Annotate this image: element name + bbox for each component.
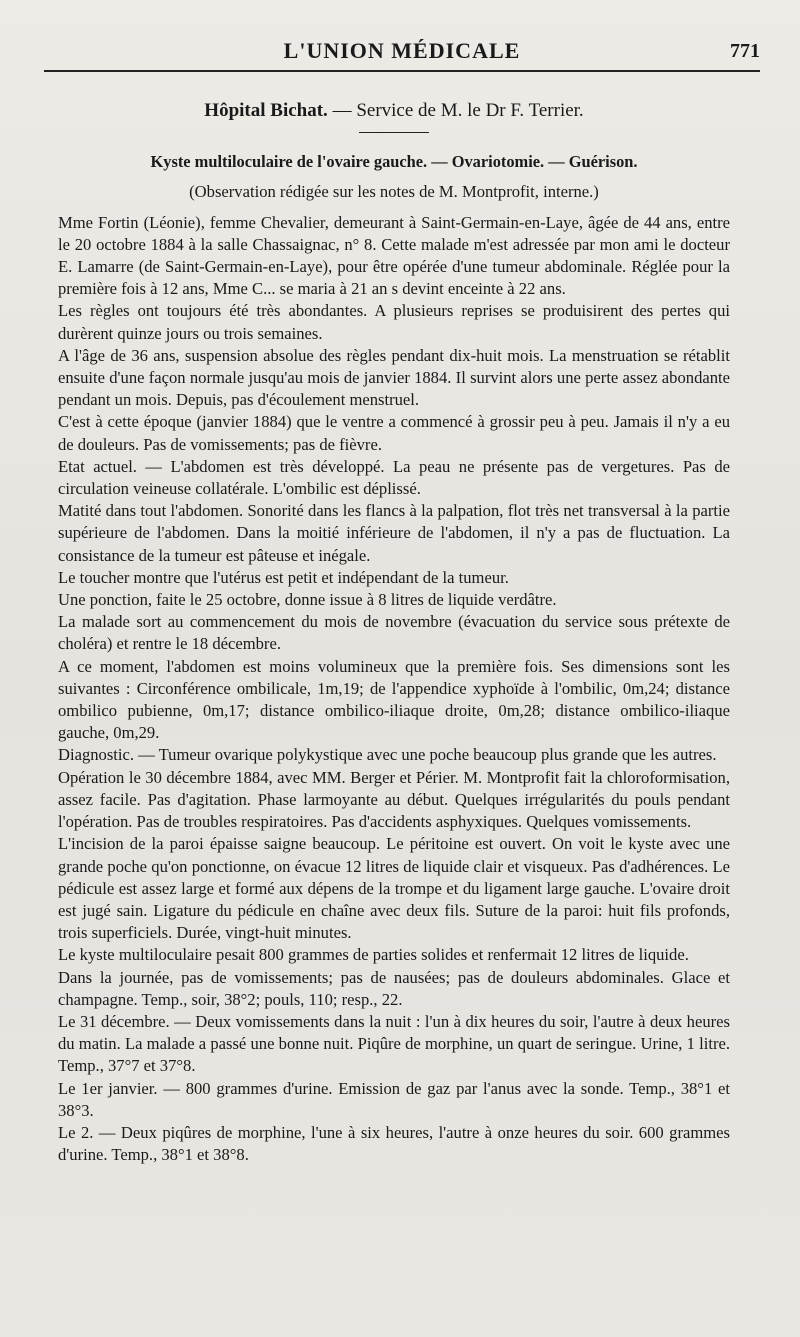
paragraph-15: Dans la journée, pas de vomissements; pas de nausées; pas de douleurs abdominales. Glace et champagne. Temp., soir, 38°2; pouls, 110; resp., 22. (58, 967, 730, 1009)
section-rule (359, 132, 429, 133)
service-name: — Service de M. le Dr F. Terrier. (332, 100, 584, 121)
paragraph-13: L'incision de la paroi épaisse saigne beaucoup. Le péritoine est ouvert. On voit le kyste avec une grande poche qu'on ponctionne, on évacue 12 litres de liquide clair et visqueux. Pas d'adhérences. Le pédicule est assez large et formé aux dépens de la trompe et du ligament large gauche. L'ovaire droit est jugé sain. Ligature du pédicule en chaîne avec deux fils. Suture de la paroi: huit fils profonds, trois superficiels. Durée, vingt-huit minutes. (58, 834, 730, 943)
hospital-heading (58, 100, 730, 122)
paragraph-10: A ce moment, l'abdomen est moins volumineux que la première fois. Ses dimensions sont les suivantes : Circonférence ombilicale, 1m,19; de l'appendice xyphoïde à l'ombilic, 0m,24; distance ombilico pubienne, 0m,17; distance ombilico-iliaque droite, 0m,28; distance ombilico-iliaque gauche, 0m,29. (58, 656, 730, 743)
paragraph-12: Opération le 30 décembre 1884, avec MM. Berger et Périer. M. Montprofit fait la chloroformisation, assez facile. Pas d'agitation. Phase larmoyante au début. Quelques irrégularités du pouls pendant l'opération. Pas de troubles respiratoires. Pas d'accidents asphyxiques. Quelques vomissements. (58, 767, 730, 832)
header-rule (44, 70, 760, 72)
paragraph-17: Le 1er janvier. — 800 grammes d'urine. Emission de gaz par l'anus avec la sonde. Temp., 38°1 et 38°3. (58, 1078, 730, 1120)
paragraph-16: Le 31 décembre. — Deux vomissements dans la nuit : l'un à dix heures du soir, l'autre à deux heures du matin. La malade a passé une bonne nuit. Piqûre de morphine, un quart de seringue. Urine, 1 litre. Temp., 37°7 et 37°8. (58, 1011, 730, 1076)
journal-title: L'UNION MÉDICALE (283, 38, 521, 63)
paragraph-2: Les règles ont toujours été très abondantes. A plusieurs reprises se produisirent des pertes qui durèrent quinze jours ou trois semaines. (58, 301, 730, 343)
observation-note: (Observation rédigée sur les notes de M. Montprofit, interne.) (189, 182, 599, 202)
paragraph-9: La malade sort au commencement du mois de novembre (évacuation du service sous prétexte de choléra) et rentre le 18 décembre. (58, 612, 730, 654)
paragraph-3: A l'âge de 36 ans, suspension absolue des règles pendant dix-huit mois. La menstruation se rétablit ensuite d'une façon normale jusqu'au mois de janvier 1884. Il survint alors une perte assez abondante pendant un mois. Depuis, pas d'écoulement menstruel. (58, 345, 730, 410)
paragraph-8: Une ponction, faite le 25 octobre, donne issue à 8 litres de liquide verdâtre. (58, 590, 557, 610)
case-title: Kyste multiloculaire de l'ovaire gauche. — Ovariotomie. — Guérison. (150, 152, 638, 172)
paragraph-14: Le kyste multiloculaire pesait 800 grammes de parties solides et renfermait 12 litres de liquide. (58, 945, 689, 965)
paragraph-1: Mme Fortin (Léonie), femme Chevalier, demeurant à Saint-Germain-en-Laye, âgée de 44 ans, entre le 20 octobre 1884 à la salle Chassaignac, n° 8. Cette malade m'est adressée par mon ami le docteur E. Lamarre (de Saint-Germain-en-Laye), pour être opérée d'une tumeur abdominale. Réglée pour la première fois à 12 ans, Mme C... se maria à 21 an s devint enceinte à 22 ans. (58, 212, 730, 299)
paragraph-5: Etat actuel. — L'abdomen est très développé. La peau ne présente pas de vergetures. Pas de circulation veineuse collatérale. L'ombilic est déplissé. (58, 456, 730, 499)
paragraph-11: Diagnostic. — Tumeur ovarique polykystique avec une poche beaucoup plus grande que les autres. (58, 745, 717, 765)
hospital-name: Hôpital Bichat. (204, 100, 328, 121)
article-body (58, 100, 730, 1166)
paragraph-6: Matité dans tout l'abdomen. Sonorité dans les flancs à la palpation, flot très net transversal à la partie supérieure de l'abdomen. Dans la moitié inférieure de l'abdomen, il n'y a pas de fluctuation. La consistance de la tumeur est pâteuse et inégale. (58, 501, 730, 565)
paragraph-4: C'est à cette époque (janvier 1884) que le ventre a commencé à grossir peu à peu. Jamais il n'y a eu de douleurs. Pas de vomissements; pas de fièvre. (58, 412, 730, 454)
paragraph-18: Le 2. — Deux piqûres de morphine, l'une à six heures, l'autre à onze heures du soir. 600 grammes d'urine. Temp., 38°1 et 38°8. (58, 1122, 730, 1165)
running-header (44, 38, 760, 70)
page-number: 771 (730, 40, 760, 62)
paragraph-7: Le toucher montre que l'utérus est petit et indépendant de la tumeur. (58, 567, 509, 587)
